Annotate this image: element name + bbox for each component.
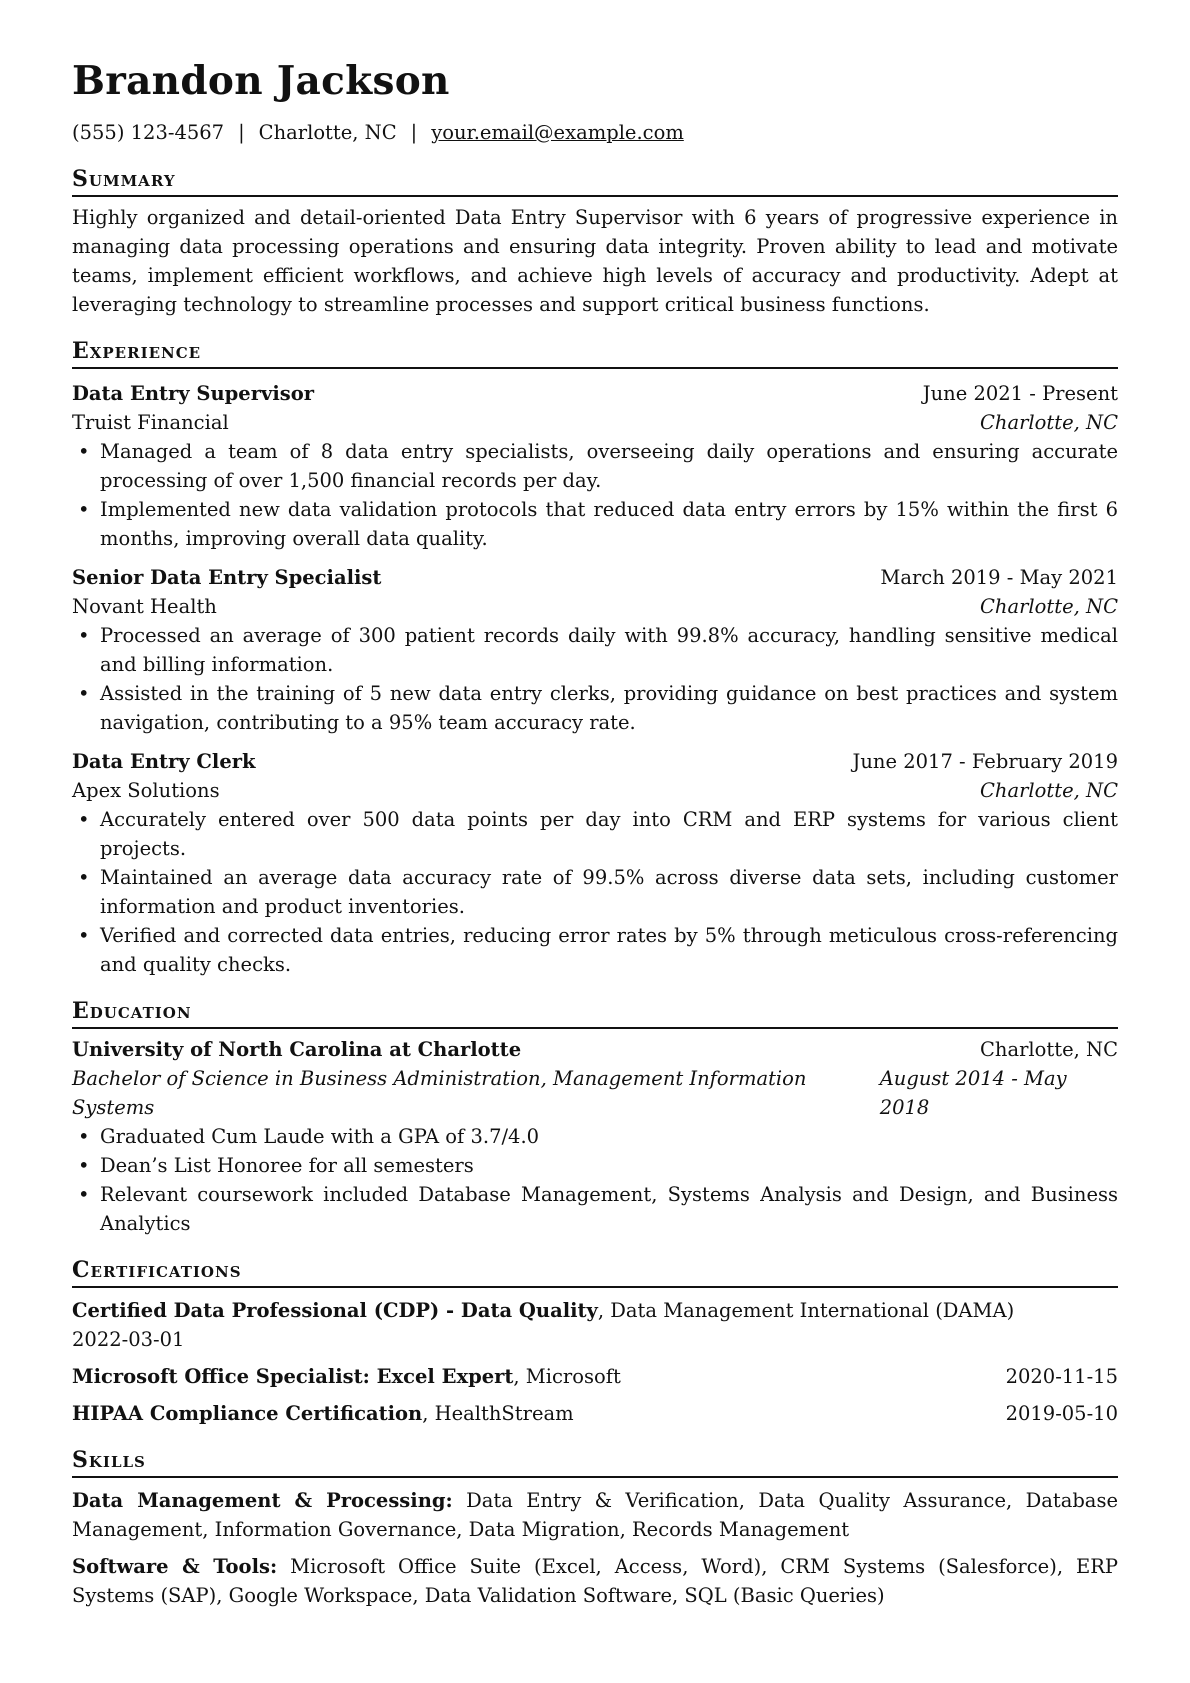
job-bullets (72, 805, 1118, 979)
cert-issuer: , HealthStream (422, 1402, 574, 1425)
section-title-education: Education (72, 997, 1118, 1029)
list-item: • Relevant coursework included Database Management, Systems Analysis and Design, and Business Analytics (100, 1180, 1118, 1238)
school-name: University of North Carolina at Charlotte (72, 1038, 522, 1061)
job-company: Apex Solutions (72, 779, 220, 802)
list-item: • Graduated Cum Laude with a GPA of 3.7/4.0 (100, 1122, 1118, 1151)
list-item: • Processed an average of 300 patient records daily with 99.8% accuracy, handling sensitive medical and billing information. (100, 621, 1118, 679)
phone: (555) 123-4567 (72, 121, 225, 144)
section-title-certifications: Certifications (72, 1256, 1118, 1288)
cert-name: Certified Data Professional (CDP) - Data Quality (72, 1299, 598, 1322)
education-dates: August 2014 - May 2018 (879, 1067, 1067, 1119)
job-entry (72, 379, 1118, 553)
job-bullets (72, 437, 1118, 553)
job-subheader (72, 776, 1118, 805)
job-header (72, 379, 1118, 408)
job-dates: June 2021 - Present (922, 382, 1118, 405)
cert-date: 2020-11-15 (1005, 1365, 1118, 1388)
skill-label: Software & Tools: (72, 1555, 278, 1578)
job-role: Data Entry Supervisor (72, 382, 314, 405)
degree: Bachelor of Science in Business Administration, Management Information Systems (72, 1067, 807, 1119)
job-role: Data Entry Clerk (72, 750, 256, 773)
section-title-experience: Experience (72, 337, 1118, 369)
location: Charlotte, NC (258, 121, 397, 144)
separator: | (238, 121, 245, 144)
cert-issuer: , Microsoft (513, 1365, 621, 1388)
job-subheader (72, 408, 1118, 437)
candidate-name: Brandon Jackson (72, 58, 450, 104)
job-role: Senior Data Entry Specialist (72, 566, 382, 589)
email-link[interactable]: your.email@example.com (431, 121, 684, 144)
summary-text: Highly organized and detail-oriented Data Entry Supervisor with 6 years of progressive experience in managing data processing operations and ensuring data integrity. Proven ability to lead and motivate teams, implement efficient workflows, and achieve high levels of accuracy and productivity. Adept at leveraging technology to streamline processes and support critical business functions. (72, 206, 1118, 316)
list-item: • Dean’s List Honoree for all semesters (100, 1151, 1118, 1180)
list-item: • Managed a team of 8 data entry specialists, overseeing daily operations and ensuring accurate processing of over 1,500 financial records per day. (100, 437, 1118, 495)
school-location: Charlotte, NC (980, 1038, 1118, 1061)
list-item: • Implemented new data validation protocols that reduced data entry errors by 15% within the first 6 months, improving overall data quality. (100, 495, 1118, 553)
degree-line (72, 1064, 1118, 1122)
skill-text: Data Entry & Verification, Data Quality Assurance, Database Management, Information Governance, Data Migration, Records Management (72, 1489, 1118, 1541)
skill-group (72, 1486, 1118, 1544)
education-header (72, 1035, 1118, 1064)
job-dates: March 2019 - May 2021 (880, 566, 1118, 589)
cert-name: Microsoft Office Specialist: Excel Expert (72, 1365, 514, 1388)
job-location: Charlotte, NC (980, 411, 1118, 434)
list-item: • Assisted in the training of 5 new data entry clerks, providing guidance on best practices and system navigation, contributing to a 95% team accuracy rate. (100, 679, 1118, 737)
skill-label: Data Management & Processing: (72, 1489, 453, 1512)
section-title-summary: Summary (72, 165, 1118, 197)
job-dates: June 2017 - February 2019 (852, 750, 1118, 773)
list-item: • Accurately entered over 500 data points per day into CRM and ERP systems for various client projects. (100, 805, 1118, 863)
contact-line (72, 118, 1118, 147)
cert-date: 2022-03-01 (72, 1328, 185, 1351)
cert-issuer: , Data Management International (DAMA) (597, 1299, 1015, 1322)
job-header (72, 563, 1118, 592)
job-entry (72, 747, 1118, 979)
job-company: Truist Financial (72, 411, 229, 434)
job-header (72, 747, 1118, 776)
education-bullets (72, 1122, 1118, 1238)
job-location: Charlotte, NC (980, 595, 1118, 618)
job-location: Charlotte, NC (980, 779, 1118, 802)
job-bullets (72, 621, 1118, 737)
cert-date: 2019-05-10 (1005, 1402, 1118, 1425)
cert-name: HIPAA Compliance Certification (72, 1402, 423, 1425)
list-item: • Maintained an average data accuracy rate of 99.5% across diverse data sets, including customer information and product inventories. (100, 863, 1118, 921)
separator: | (410, 121, 418, 144)
list-item: • Verified and corrected data entries, reducing error rates by 5% through meticulous cross-referencing and quality checks. (100, 921, 1118, 979)
certification-entry (72, 1399, 1118, 1428)
certification-entry (72, 1362, 1118, 1391)
job-company: Novant Health (72, 595, 217, 618)
skill-text: Microsoft Office Suite (Excel, Access, Word), CRM Systems (Salesforce), ERP Systems (SAP), Google Workspace, Data Validation Software, SQL (Basic Queries) (72, 1555, 1119, 1607)
job-entry (72, 563, 1118, 737)
skill-group (72, 1552, 1118, 1610)
job-subheader (72, 592, 1118, 621)
certification-entry (72, 1296, 1118, 1354)
section-title-skills: Skills (72, 1446, 1118, 1478)
